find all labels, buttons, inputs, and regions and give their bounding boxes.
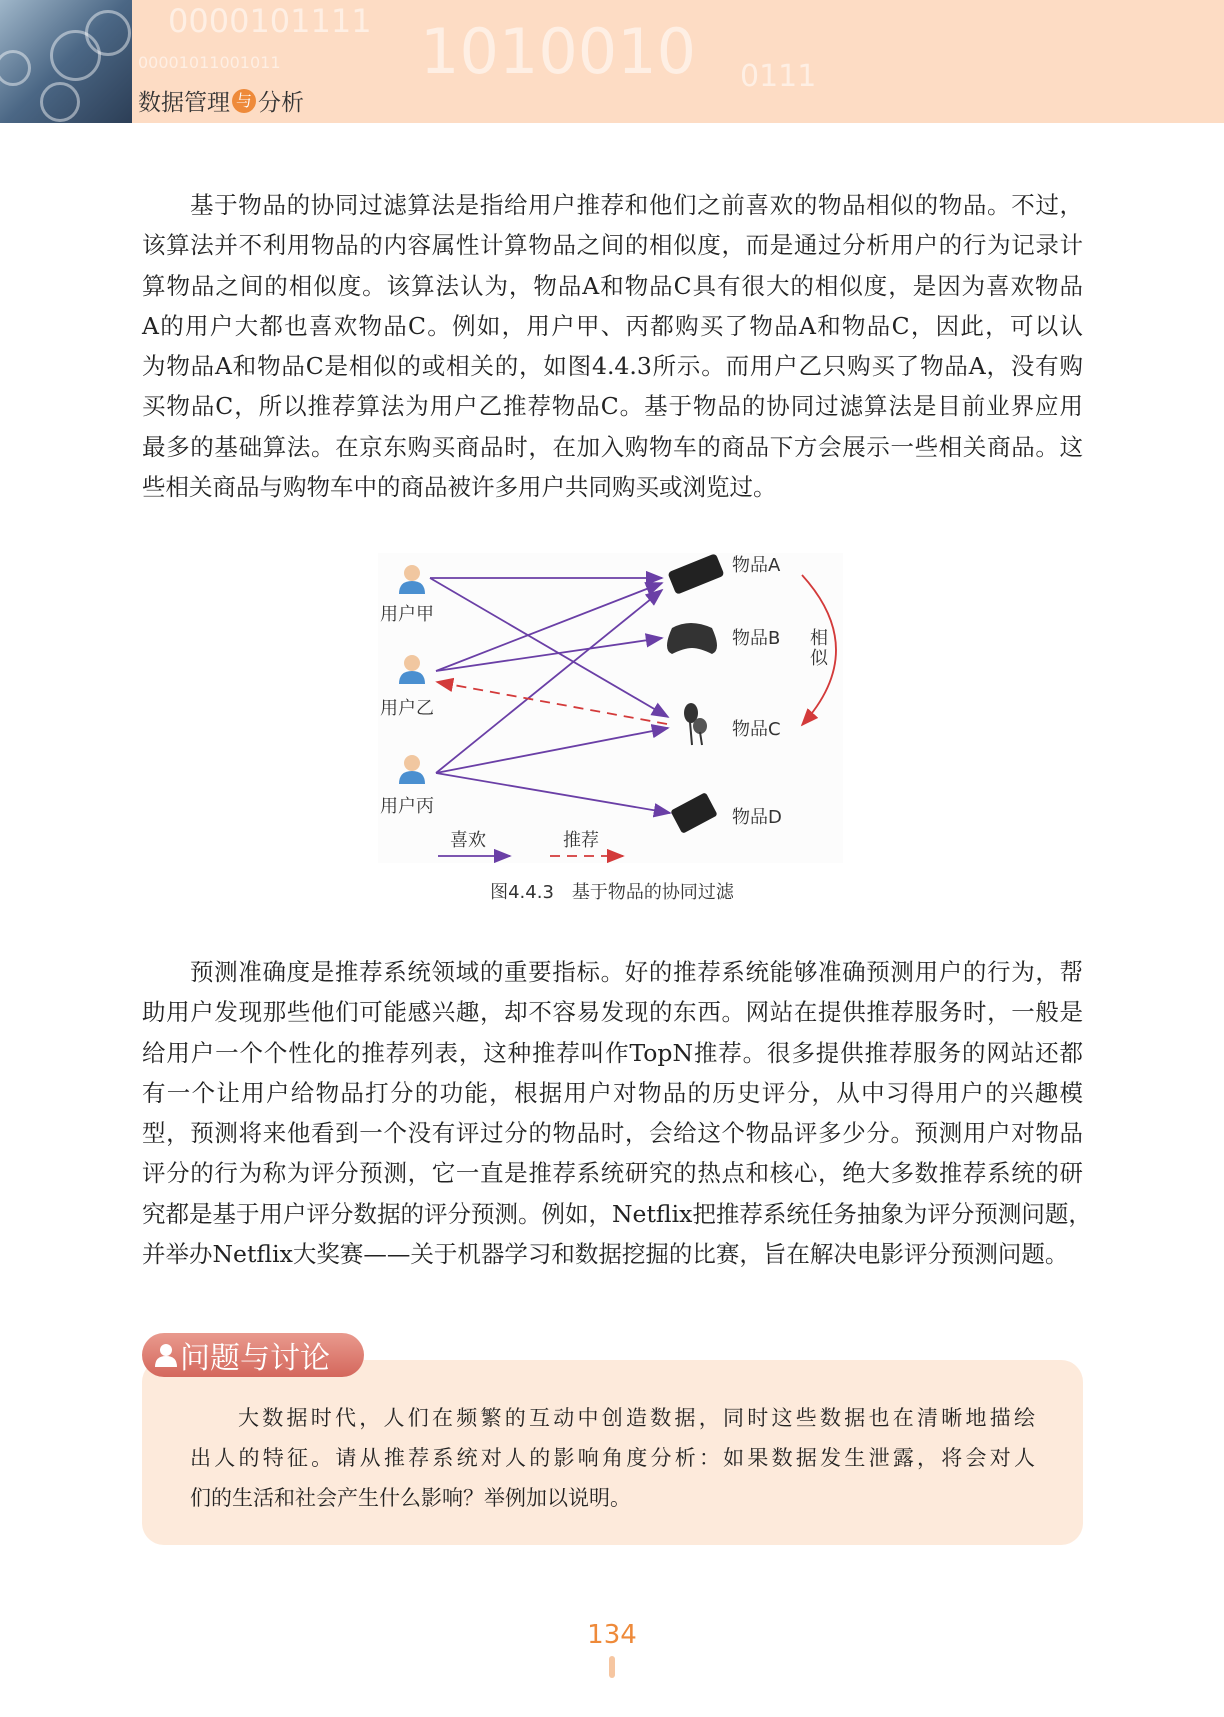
figure-caption: 图4.4.3 基于物品的协同过滤 <box>490 882 734 903</box>
text-line: 大数据时代，人们在频繁的互动中创造数据，同时这些数据也在清晰地描绘 <box>238 1406 1035 1430</box>
text-line: 该算法并不利用物品的内容属性计算物品之间的相似度，而是通过分析用户的行为记录计 <box>142 231 1083 260</box>
text-line: A的用户大都也喜欢物品C。例如，用户甲、丙都购买了物品A和物品C，因此，可以认 <box>142 311 1083 340</box>
book-title-connector: 与 <box>232 89 256 113</box>
person-icon <box>152 1341 180 1369</box>
legend-recommend-label: 推荐 <box>563 830 599 851</box>
text-line: 为物品A和物品C是相似的或相关的，如图4.4.3所示。而用户乙只购买了物品A，没有购 <box>142 352 1083 381</box>
discussion-title: 问题与讨论 <box>180 1341 330 1376</box>
item-label: 物品A <box>732 555 781 576</box>
text-line: 基于物品的协同过滤算法是指给用户推荐和他们之前喜欢的物品相似的物品。不过， <box>190 191 1083 219</box>
discussion-title-tag <box>142 1333 364 1377</box>
text-line: 评分的行为称为评分预测，它一直是推荐系统研究的热点和核心，绝大多数推荐系统的研 <box>142 1159 1083 1188</box>
text-line: 并举办Netflix大奖赛——关于机器学习和数据挖掘的比赛，旨在解决电影评分预测问题。 <box>142 1240 1069 1269</box>
book-title-part1: 数据管理 <box>138 90 230 116</box>
discussion-text <box>190 1398 1035 1518</box>
text-line: 究都是基于用户评分数据的评分预测。例如，Netflix把推荐系统任务抽象为评分预测问题， <box>142 1199 1092 1228</box>
text-line: 助用户发现那些他们可能感兴趣，却不容易发现的东西。网站在提供推荐服务时，一般是 <box>142 998 1083 1027</box>
text-line: 预测准确度是推荐系统领域的重要指标。好的推荐系统能够准确预测用户的行为，帮 <box>190 958 1083 986</box>
similar-label: 相 <box>810 628 828 649</box>
text-line: 些相关商品与购物车中的商品被许多用户共同购买或浏览过。 <box>142 473 777 502</box>
user-label: 用户甲 <box>380 604 434 625</box>
text-line: 型，预测将来他看到一个没有评过分的物品时，会给这个物品评多少分。预测用户对物品 <box>142 1119 1083 1148</box>
user-label: 用户乙 <box>380 698 434 719</box>
text-line: 出人的特征。请从推荐系统对人的影响角度分析：如果数据发生泄露，将会对人 <box>190 1446 1035 1470</box>
text-line: 给用户一个个性化的推荐列表，这种推荐叫作TopN推荐。很多提供推荐服务的网站还都 <box>142 1038 1083 1067</box>
item-label: 物品C <box>732 719 781 740</box>
page-number-bar <box>609 1656 615 1678</box>
text-line: 算物品之间的相似度。该算法认为，物品A和物品C具有很大的相似度，是因为喜欢物品 <box>142 271 1083 300</box>
binary-decor: 0000101111 <box>168 2 372 40</box>
item-label: 物品D <box>732 807 782 828</box>
text-line: 们的生活和社会产生什么影响？举例加以说明。 <box>190 1486 631 1510</box>
legend-like-label: 喜欢 <box>450 830 486 851</box>
binary-decor: 0111 <box>740 59 817 94</box>
text-line: 买物品C，所以推荐算法为用户乙推荐物品C。基于物品的协同过滤算法是目前业界应用 <box>142 392 1083 421</box>
paragraph-prediction-accuracy <box>142 952 1092 1274</box>
text-line: 最多的基础算法。在京东购买商品时，在加入购物车的商品下方会展示一些相关商品。这 <box>142 432 1083 461</box>
text-line: 有一个让用户给物品打分的功能，根据用户对物品的历史评分，从中习得用户的兴趣模 <box>142 1078 1083 1107</box>
book-title-part2: 分析 <box>258 90 304 116</box>
binary-decor: 1010010 <box>420 15 697 88</box>
user-label: 用户丙 <box>380 796 434 817</box>
binary-decor: 00001011001011 <box>138 53 281 72</box>
item-label: 物品B <box>732 628 781 649</box>
similar-label: 似 <box>810 648 828 669</box>
page-number: 134 <box>587 1620 637 1650</box>
